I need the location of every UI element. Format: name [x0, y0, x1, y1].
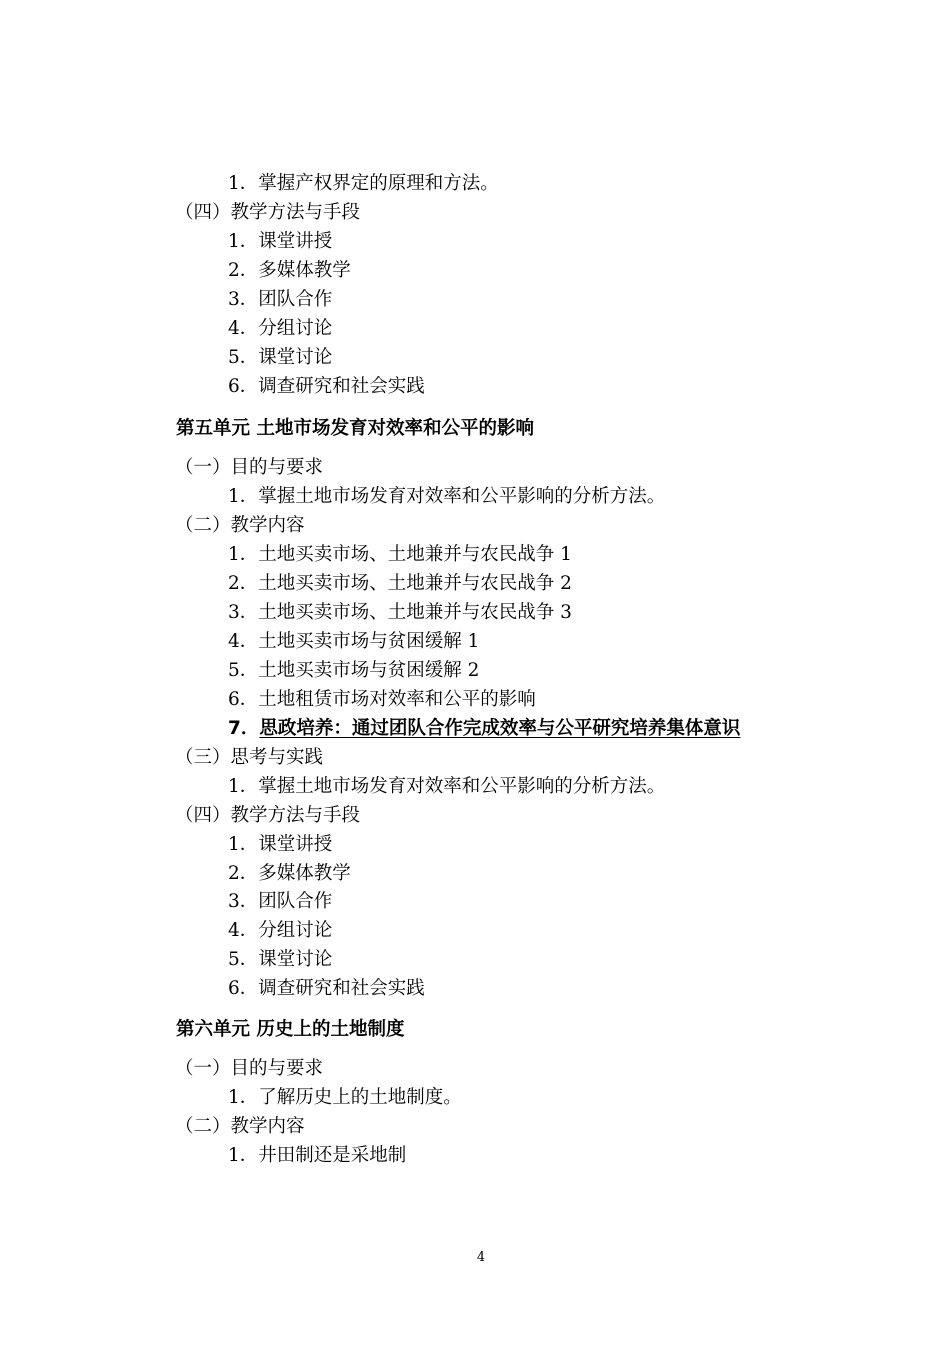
section-subheading: （二）教学内容 [175, 1116, 305, 1137]
list-item: 4．土地买卖市场与贫困缓解 1 [228, 631, 480, 652]
list-item: 2．土地买卖市场、土地兼并与农民战争 2 [228, 573, 572, 594]
section-subheading: （一）目的与要求 [175, 457, 324, 478]
unit-heading: 第六单元 历史上的土地制度 [176, 1019, 405, 1040]
list-item: 1．掌握土地市场发育对效率和公平影响的分析方法。 [228, 776, 666, 797]
list-item: 6．调查研究和社会实践 [228, 978, 425, 999]
list-item: 2．多媒体教学 [228, 863, 351, 884]
list-item: 3．团队合作 [228, 891, 333, 912]
unit-heading: 第五单元 土地市场发育对效率和公平的影响 [176, 418, 534, 439]
list-item: 4．分组讨论 [228, 920, 333, 941]
page-number: 4 [476, 1250, 486, 1265]
list-item: 1．土地买卖市场、土地兼并与农民战争 1 [228, 544, 572, 565]
list-item: 2．多媒体教学 [228, 260, 351, 281]
list-item-number: 7． [228, 718, 260, 739]
section-subheading: （二）教学内容 [175, 515, 305, 536]
list-item: 1．了解历史上的土地制度。 [228, 1087, 462, 1108]
list-item: 1．课堂讲授 [228, 231, 333, 252]
list-item: 5．课堂讨论 [228, 347, 333, 368]
section-subheading: （四）教学方法与手段 [175, 805, 361, 826]
list-item: 4．分组讨论 [228, 318, 333, 339]
emphasized-list-item [228, 717, 740, 741]
section-subheading: （四）教学方法与手段 [175, 202, 361, 223]
list-item-text: 思政培养：通过团队合作完成效率与公平研究培养集体意识 [259, 718, 741, 739]
list-item: 1．掌握产权界定的原理和方法。 [228, 173, 499, 194]
list-item: 1．课堂讲授 [228, 834, 333, 855]
section-subheading: （一）目的与要求 [175, 1058, 324, 1079]
section-subheading: （三）思考与实践 [175, 747, 324, 768]
list-item: 1．井田制还是采地制 [228, 1145, 407, 1166]
list-item: 3．团队合作 [228, 289, 333, 310]
list-item: 5．课堂讨论 [228, 949, 333, 970]
list-item: 6．土地租赁市场对效率和公平的影响 [228, 689, 536, 710]
list-item: 5．土地买卖市场与贫困缓解 2 [228, 660, 480, 681]
list-item: 3．土地买卖市场、土地兼并与农民战争 3 [228, 602, 572, 623]
list-item: 1．掌握土地市场发育对效率和公平影响的分析方法。 [228, 486, 666, 507]
list-item: 6．调查研究和社会实践 [228, 376, 425, 397]
